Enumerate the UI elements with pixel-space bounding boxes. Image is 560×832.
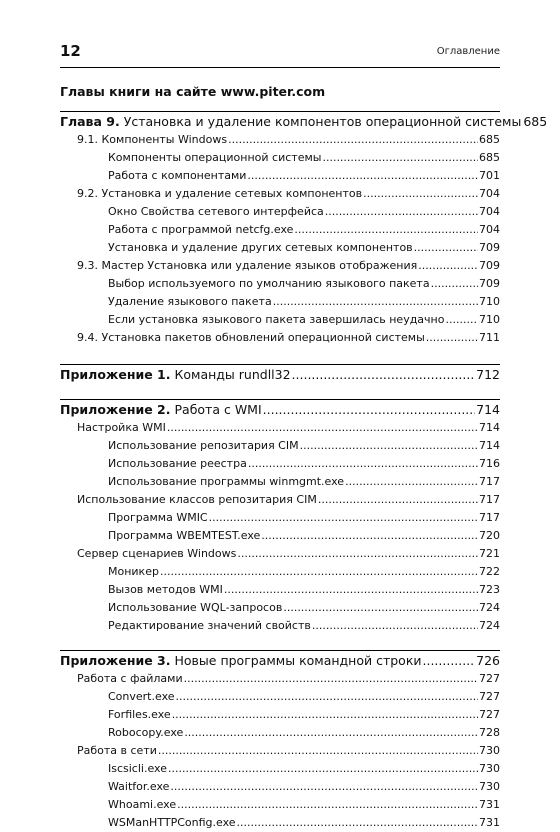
toc-entry-label: Приложение 3. bbox=[60, 653, 171, 668]
toc-entry-page: 709 bbox=[479, 241, 500, 254]
toc-entry-page: 727 bbox=[479, 672, 500, 685]
toc-entry-page: 731 bbox=[479, 798, 500, 811]
toc-entry[interactable] bbox=[60, 185, 500, 203]
toc-entry[interactable] bbox=[60, 670, 500, 688]
toc-entry-title: Работа с компонентами bbox=[108, 169, 247, 182]
dot-leader bbox=[224, 581, 478, 599]
toc-entry-title: Вызов методов WMI bbox=[108, 583, 223, 596]
toc-entry-page: 727 bbox=[479, 708, 500, 721]
toc-entry-page: 730 bbox=[479, 762, 500, 775]
toc-entry-title: Программа WMIC bbox=[108, 511, 208, 524]
toc-entry[interactable] bbox=[60, 239, 500, 257]
dot-leader bbox=[247, 167, 478, 185]
toc-entry-page: 714 bbox=[479, 439, 500, 452]
toc-entry-title: Если установка языкового пакета завершилась неудачно bbox=[108, 313, 445, 326]
toc-entry-title: Окно Свойства сетевого интерфейса bbox=[108, 205, 324, 218]
dot-leader bbox=[273, 293, 478, 311]
dot-leader bbox=[294, 221, 478, 239]
dot-leader bbox=[418, 257, 478, 275]
toc-entry-title: Использование реестра bbox=[108, 457, 247, 470]
toc-entry-page: 709 bbox=[479, 277, 500, 290]
toc-group-appendix-2 bbox=[60, 399, 500, 635]
toc-entry-title: 9.1. Компоненты Windows bbox=[77, 133, 228, 146]
table-of-contents bbox=[60, 111, 548, 832]
dot-leader bbox=[248, 455, 478, 473]
dot-leader bbox=[431, 275, 478, 293]
toc-entry-label: Приложение 1. bbox=[60, 367, 171, 382]
toc-entry-title: Waitfor.exe bbox=[108, 780, 170, 793]
toc-entry[interactable] bbox=[60, 527, 500, 545]
dot-leader bbox=[363, 185, 478, 203]
toc-entry[interactable] bbox=[60, 491, 500, 509]
toc-entry[interactable] bbox=[60, 293, 500, 311]
toc-entry-page: 726 bbox=[476, 653, 500, 668]
toc-entry[interactable] bbox=[60, 545, 500, 563]
toc-entry-page: 727 bbox=[479, 690, 500, 703]
toc-entry[interactable] bbox=[60, 167, 500, 185]
toc-entry-title: Настройка WMI bbox=[77, 421, 166, 434]
toc-entry-page: 704 bbox=[479, 187, 500, 200]
dot-leader bbox=[184, 670, 478, 688]
toc-entry-page: 714 bbox=[476, 402, 500, 417]
toc-entry[interactable] bbox=[60, 419, 500, 437]
toc-entry-page: 717 bbox=[479, 511, 500, 524]
toc-entry[interactable] bbox=[60, 651, 500, 670]
dot-leader bbox=[158, 742, 478, 760]
toc-entry-title: Работа с программой netcfg.exe bbox=[108, 223, 294, 236]
toc-entry[interactable] bbox=[60, 581, 500, 599]
dot-leader bbox=[318, 491, 478, 509]
toc-entry-page: 709 bbox=[479, 259, 500, 272]
dot-leader bbox=[423, 651, 476, 670]
toc-entry-label: Приложение 2. bbox=[60, 402, 171, 417]
toc-entry-title: Компоненты операционной системы bbox=[108, 151, 322, 164]
toc-entry-title: WSManHTTPConfig.exe bbox=[108, 816, 236, 829]
running-head: Оглавление bbox=[436, 46, 500, 57]
toc-entry-page: 731 bbox=[479, 816, 500, 829]
toc-entry[interactable] bbox=[60, 742, 500, 760]
toc-entry-page: 710 bbox=[479, 313, 500, 326]
dot-leader bbox=[325, 203, 478, 221]
toc-entry[interactable] bbox=[60, 473, 500, 491]
toc-entry-title: Редактирование значений свойств bbox=[108, 619, 311, 632]
page-header bbox=[60, 40, 500, 64]
toc-entry[interactable] bbox=[60, 796, 500, 814]
toc-entry[interactable] bbox=[60, 599, 500, 617]
dot-leader bbox=[300, 437, 478, 455]
toc-entry[interactable] bbox=[60, 778, 500, 796]
toc-entry[interactable] bbox=[60, 365, 500, 384]
dot-leader bbox=[167, 419, 478, 437]
toc-entry-page: 724 bbox=[479, 619, 500, 632]
dot-leader bbox=[168, 760, 478, 778]
header-rule bbox=[60, 67, 500, 68]
toc-entry-title: Сервер сценариев Windows bbox=[77, 547, 237, 560]
toc-entry-label: Глава 9. bbox=[60, 114, 120, 129]
toc-entry[interactable] bbox=[60, 563, 500, 581]
toc-entry[interactable] bbox=[60, 221, 500, 239]
toc-entry-title: Robocopy.exe bbox=[108, 726, 184, 739]
dot-leader bbox=[237, 814, 478, 832]
dot-leader bbox=[170, 778, 478, 796]
toc-entry-title: Использование программы winmgmt.exe bbox=[108, 475, 345, 488]
toc-entry-page: 711 bbox=[479, 331, 500, 344]
dot-leader bbox=[237, 545, 478, 563]
dot-leader bbox=[414, 239, 478, 257]
toc-entry-title: Iscsicli.exe bbox=[108, 762, 167, 775]
toc-entry-page: 730 bbox=[479, 780, 500, 793]
toc-entry[interactable] bbox=[60, 437, 500, 455]
toc-entry[interactable] bbox=[60, 724, 500, 742]
toc-entry-page: 685 bbox=[479, 151, 500, 164]
toc-entry[interactable] bbox=[60, 814, 500, 832]
toc-entry-title: 9.3. Мастер Установка или удаление языков отображения bbox=[77, 259, 418, 272]
toc-entry-page: 685 bbox=[479, 133, 500, 146]
toc-entry-title: Использование WQL-запросов bbox=[108, 601, 283, 614]
toc-entry[interactable] bbox=[60, 112, 548, 131]
toc-entry-page: 701 bbox=[479, 169, 500, 182]
toc-entry-page: 730 bbox=[479, 744, 500, 757]
toc-entry-page: 710 bbox=[479, 295, 500, 308]
toc-entry-page: 724 bbox=[479, 601, 500, 614]
toc-entry[interactable] bbox=[60, 203, 500, 221]
toc-entry-title: Convert.exe bbox=[108, 690, 175, 703]
toc-entry-page: 714 bbox=[479, 421, 500, 434]
dot-leader bbox=[312, 617, 478, 635]
toc-entry-page: 722 bbox=[479, 565, 500, 578]
toc-entry-page: 723 bbox=[479, 583, 500, 596]
toc-entry-title: Forfiles.exe bbox=[108, 708, 171, 721]
toc-entry[interactable] bbox=[60, 617, 500, 635]
toc-entry[interactable] bbox=[60, 131, 500, 149]
toc-entry-page: 685 bbox=[523, 114, 548, 129]
toc-entry-title: Установка и удаление компонентов операционной системы bbox=[123, 114, 522, 129]
toc-entry-page: 717 bbox=[479, 493, 500, 506]
toc-entry-page: 704 bbox=[479, 223, 500, 236]
toc-entry[interactable] bbox=[60, 455, 500, 473]
toc-entry-title: Выбор используемого по умолчанию языкового пакета bbox=[108, 277, 430, 290]
dot-leader bbox=[445, 311, 478, 329]
toc-entry[interactable] bbox=[60, 688, 500, 706]
dot-leader bbox=[292, 365, 476, 384]
dot-leader bbox=[322, 149, 478, 167]
dot-leader bbox=[283, 599, 478, 617]
dot-leader bbox=[263, 400, 475, 419]
section-title: Главы книги на сайте www.piter.com bbox=[60, 84, 326, 99]
toc-group-appendix-1 bbox=[60, 364, 500, 384]
toc-entry-page: 721 bbox=[479, 547, 500, 560]
toc-entry[interactable] bbox=[60, 275, 500, 293]
toc-entry-title: Использование репозитария CIM bbox=[108, 439, 299, 452]
toc-group-chapter-9 bbox=[60, 111, 548, 347]
toc-entry[interactable] bbox=[60, 760, 500, 778]
dot-leader bbox=[345, 473, 478, 491]
toc-entry-title: Whoami.exe bbox=[108, 798, 177, 811]
toc-entry-title: Работа в сети bbox=[77, 744, 157, 757]
toc-entry[interactable] bbox=[60, 400, 500, 419]
toc-entry[interactable] bbox=[60, 149, 500, 167]
toc-entry[interactable] bbox=[60, 706, 500, 724]
toc-entry[interactable] bbox=[60, 509, 500, 527]
dot-leader bbox=[172, 706, 478, 724]
toc-group-appendix-3 bbox=[60, 650, 500, 832]
toc-entry[interactable] bbox=[60, 257, 500, 275]
dot-leader bbox=[184, 724, 478, 742]
toc-entry-page: 717 bbox=[479, 475, 500, 488]
toc-entry-page: 712 bbox=[476, 367, 500, 382]
toc-entry[interactable] bbox=[60, 329, 500, 347]
toc-entry-title: Использование классов репозитария CIM bbox=[77, 493, 317, 506]
toc-entry-page: 716 bbox=[479, 457, 500, 470]
page-number: 12 bbox=[60, 42, 81, 60]
dot-leader bbox=[426, 329, 478, 347]
dot-leader bbox=[176, 688, 478, 706]
toc-entry[interactable] bbox=[60, 311, 500, 329]
toc-entry-title: 9.2. Установка и удаление сетевых компонентов bbox=[77, 187, 363, 200]
toc-entry-title: Моникер bbox=[108, 565, 159, 578]
toc-entry-page: 704 bbox=[479, 205, 500, 218]
toc-entry-title: Программа WBEMTEST.exe bbox=[108, 529, 261, 542]
dot-leader bbox=[177, 796, 478, 814]
dot-leader bbox=[209, 509, 478, 527]
toc-entry-title: 9.4. Установка пакетов обновлений операционной системы bbox=[77, 331, 425, 344]
dot-leader bbox=[261, 527, 478, 545]
toc-entry-page: 720 bbox=[479, 529, 500, 542]
toc-entry-page: 728 bbox=[479, 726, 500, 739]
dot-leader bbox=[228, 131, 478, 149]
toc-entry-title: Работа с файлами bbox=[77, 672, 183, 685]
toc-entry-title: Работа с WMI bbox=[174, 402, 262, 417]
toc-entry-title: Удаление языкового пакета bbox=[108, 295, 272, 308]
toc-entry-title: Установка и удаление других сетевых компонентов bbox=[108, 241, 413, 254]
dot-leader bbox=[160, 563, 478, 581]
toc-entry-title: Новые программы командной строки bbox=[174, 653, 422, 668]
toc-entry-title: Команды rundll32 bbox=[174, 367, 291, 382]
